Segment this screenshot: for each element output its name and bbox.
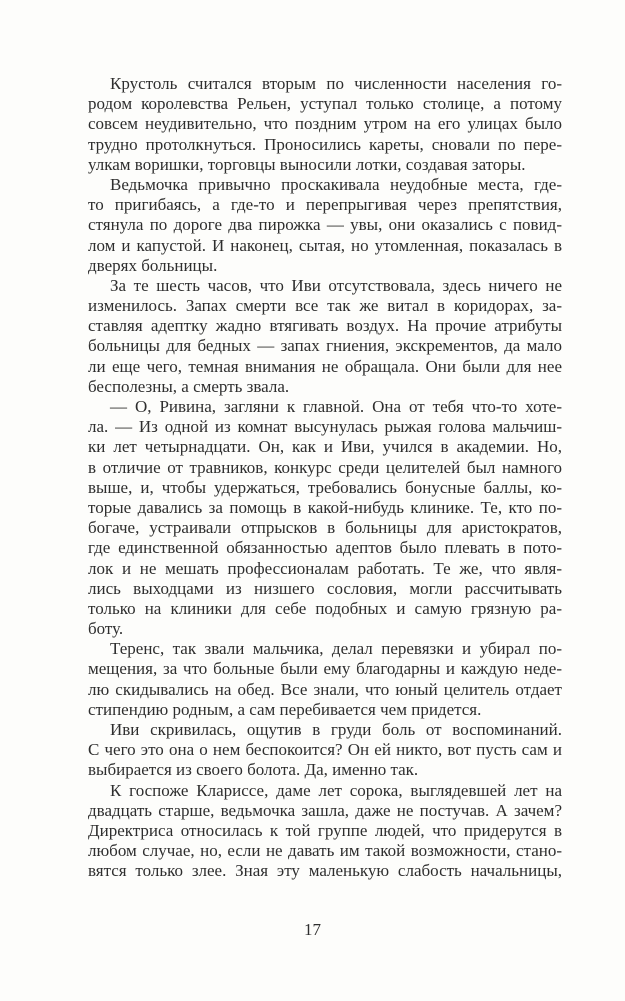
text-line: ла. — Из одной из комнат высунулась рыжая голова мальчиш- bbox=[88, 417, 562, 437]
text-line: богаче, устраивали отпрысков в больницы для аристократов, bbox=[88, 518, 562, 538]
text-line: то пригибаясь, а где-то и перепрыгивая через препятствия, bbox=[88, 195, 562, 215]
paragraph bbox=[88, 397, 562, 639]
text-line: только на клиники для себе подобных и самую грязную ра- bbox=[88, 598, 562, 618]
paragraph bbox=[88, 175, 562, 276]
text-line: ставляя адептку жадно втягивать воздух. На прочие атрибуты bbox=[88, 316, 562, 336]
text-line: лом и капустой. И наконец, сытая, но утомленная, показалась в bbox=[88, 235, 562, 255]
text-line: в отличие от травников, конкурс среди целителей был намного bbox=[88, 457, 562, 477]
text-line: где единственной обязанностью адептов было плевать в пото- bbox=[88, 538, 562, 558]
paragraph bbox=[88, 639, 562, 720]
text-line: За те шесть часов, что Иви отсутствовала, здесь ничего не bbox=[110, 275, 562, 295]
text-line: боту. bbox=[88, 619, 124, 639]
text-line: стипендию родным, а сам перебивается чем придется. bbox=[88, 699, 482, 719]
text-line: улкам воришки, торговцы выносили лотки, создавая заторы. bbox=[88, 154, 526, 174]
text-line: лю скидывались на обед. Все знали, что юный целитель отдает bbox=[88, 679, 562, 699]
text-line: выше, и, чтобы удержаться, требовались бонусные баллы, ко- bbox=[88, 477, 562, 497]
text-line: мещения, за что больные были ему благодарны и каждую неде- bbox=[88, 659, 562, 679]
text-line: выбирается из своего болота. Да, именно так. bbox=[88, 760, 419, 780]
text-line: вятся только злее. Зная эту маленькую слабость начальницы, bbox=[88, 861, 562, 881]
text-line: бесполезны, а смерть звала. bbox=[88, 376, 290, 396]
text-line: изменилось. Запах смерти все так же витал в коридорах, за- bbox=[88, 296, 562, 316]
text-line: Ведьмочка привычно проскакивала неудобные места, где- bbox=[110, 174, 562, 194]
text-line: лок и не мешать профессионалам работать. Те же, что явля- bbox=[88, 558, 562, 578]
text-line: родом королевства Рельен, уступал только столице, а потому bbox=[88, 94, 562, 114]
body-text bbox=[88, 74, 562, 882]
text-line: Директриса относилась к той группе людей, что придерутся в bbox=[88, 820, 562, 840]
paragraph bbox=[88, 276, 562, 397]
text-line: ли еще чего, темная внимания не обращала. Они были для нее bbox=[88, 356, 562, 376]
text-line: С чего это она о нем беспокоится? Он ей никто, вот пусть сам и bbox=[88, 740, 562, 760]
text-line: — О, Ривина, загляни к главной. Она от тебя что-то хоте- bbox=[110, 397, 562, 416]
page-number: 17 bbox=[304, 920, 321, 939]
paragraph bbox=[88, 74, 562, 175]
text-line: совсем неудивительно, что поздним утром на его улицах было bbox=[88, 114, 562, 134]
paragraph bbox=[88, 781, 562, 882]
text-line: трудно протолкнуться. Проносились кареты, сновали по пере- bbox=[88, 134, 562, 154]
text-line: ки лет четырнадцати. Он, как и Иви, учился в академии. Но, bbox=[88, 437, 562, 457]
text-line: стянула по дороге два пирожка — увы, они оказались с повид- bbox=[88, 215, 562, 235]
text-line: К госпоже Клариссе, даме лет сорока, выглядевшей лет на bbox=[110, 780, 562, 800]
text-line: торые давались за помощь в какой-нибудь клинике. Те, кто по- bbox=[88, 497, 562, 517]
text-line: двадцать старше, ведьмочка зашла, даже не постучав. А зачем? bbox=[88, 800, 562, 820]
text-line: любом случае, но, если не давать им такой возможности, стано- bbox=[88, 841, 562, 861]
paragraph bbox=[88, 720, 562, 781]
text-line: больницы для бедных — запах гниения, экскрементов, да мало bbox=[88, 336, 562, 356]
text-line: дверях больницы. bbox=[88, 255, 218, 275]
text-line: Теренс, так звали мальчика, делал перевязки и убирал по- bbox=[110, 639, 562, 659]
text-line: Крустоль считался вторым по численности населения го- bbox=[110, 74, 562, 93]
text-line: лись выходцами из низшего сословия, могли рассчитывать bbox=[88, 578, 562, 598]
text-line: Иви скривилась, ощутив в груди боль от воспоминаний. bbox=[110, 720, 562, 739]
